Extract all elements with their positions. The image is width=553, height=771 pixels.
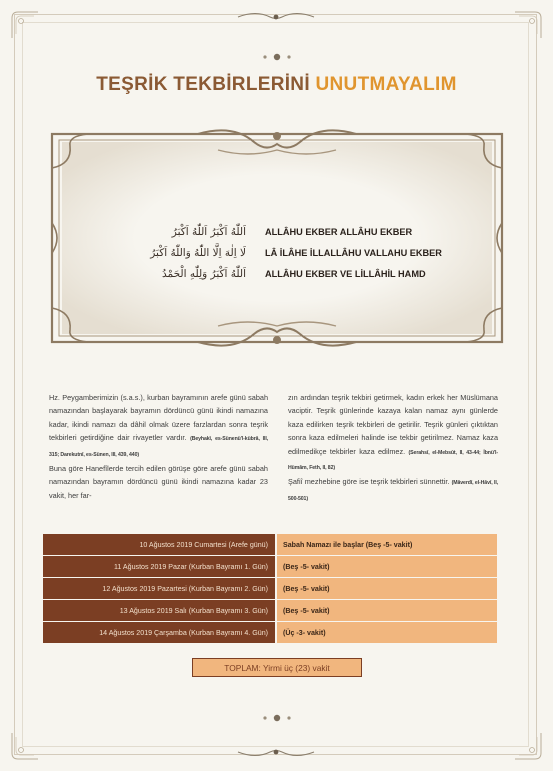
row-note: (Beş -5- vakit) — [277, 556, 497, 577]
left-column — [49, 391, 268, 502]
right-paragraph-2: Şafiî mezhebine göre ise teşrik tekbirleri sünnettir. (Mâverdî, el-Hâvî, II, 500-501) — [288, 477, 499, 502]
tekbir-arabic-line-1: اَللّٰهُ اَكْبَرُ اَللّٰهُ اَكْبَرُ — [171, 226, 246, 238]
table-row — [43, 600, 497, 621]
row-note: (Beş -5- vakit) — [277, 600, 497, 621]
corner-ornament-top-right — [511, 8, 545, 42]
row-date: 12 Ağustos 2019 Pazartesi (Kurban Bayramı 2. Gün) — [43, 578, 275, 599]
tekbir-latin-line-2: LÂ İLÂHE İLLALLÂHU VALLAHU EKBER — [265, 248, 442, 258]
bottom-flourish — [236, 745, 316, 759]
footer-dots — [260, 713, 294, 723]
corner-ornament-top-left — [8, 8, 42, 42]
table-row — [43, 534, 497, 555]
left-paragraph-2: Buna göre Hanefîlerde tercih edilen görüşe göre arefe günü sabah namazından bayramın dördüncü günü ikindi namazına kadar 23 vakit, her far- — [49, 464, 268, 500]
row-note: (Üç -3- vakit) — [277, 622, 497, 643]
right-paragraph-1: zın ardından teşrik tekbiri getirmek, kadın erkek her Müslümana vaciptir. Teşrik günlerinde kazaya kalan namaz aynı günlerde kaza edilirken teşrik tekbirleri de getirilir. Teşrik günleri çıktıktan sonra kaza edilmeleri halinde ise tekbir getirilmez. Namaz kaza edilmedikçe tekbirler kaza edilmez. (Serahsî, el-Mebsût, II, 43-44; İbnü'l-Hümâm, Feth, II, 82) — [288, 393, 498, 472]
row-date: 10 Ağustos 2019 Cumartesi (Arefe günü) — [43, 534, 275, 555]
row-date: 14 Ağustos 2019 Çarşamba (Kurban Bayramı 4. Gün) — [43, 622, 275, 643]
top-flourish — [236, 10, 316, 24]
right-source-1: (Serahsî, el-Mebsût, II, 43-44; İbnü'l-Hümâm, Feth, II, 82) — [288, 449, 498, 472]
title-part-1: TEŞRİK TEKBİRLERİNİ — [96, 74, 310, 95]
right-source-2: (Mâverdî, el-Hâvî, II, 500-501) — [288, 480, 499, 502]
table-row — [43, 556, 497, 577]
tekbir-latin-line-1: ALLÂHU EKBER ALLÂHU EKBER — [265, 227, 413, 237]
row-date: 13 Ağustos 2019 Salı (Kurban Bayramı 3. Gün) — [43, 600, 275, 621]
corner-ornament-bottom-right — [511, 729, 545, 763]
table-row — [43, 622, 497, 643]
schedule-table — [43, 534, 497, 644]
tekbir-arabic — [118, 222, 246, 285]
row-note: (Beş -5- vakit) — [277, 578, 497, 599]
tekbir-latin-line-3: ALLÂHU EKBER VE LİLLÂHİL HAMD — [265, 269, 426, 279]
page-title — [0, 74, 553, 96]
corner-ornament-bottom-left — [8, 729, 42, 763]
total-badge: TOPLAM: Yirmi üç (23) vakit — [192, 658, 362, 677]
left-source-1: (Beyhakî, es-Sünenü'l-kübrâ, III, 315; Darekutnî, es-Sünen, III, 439, 440) — [49, 436, 269, 458]
tekbir-arabic-line-2: لَا اِلٰهَ اِلَّا اللّٰهُ وَاللّٰهُ اَكْبَرُ — [150, 247, 246, 259]
table-row — [43, 578, 497, 599]
title-part-2: UNUTMAYALIM — [315, 74, 457, 95]
left-paragraph-1: Hz. Peygamberimizin (s.a.s.), kurban bayramının arefe günü sabah namazından başlayarak bayramın dördüncü günü ikindi namazına kadar, ikindi namazı da dâhil olmak üzere farzlardan sonra teşrik tekbirleri getirdiğine dair rivayetler vardır. (Beyhakî, es-Sünenü'l-kübrâ, III, 315; Darekutnî, es-Sünen, III, 439, 440) — [49, 393, 269, 458]
right-column — [288, 391, 498, 506]
row-date: 11 Ağustos 2019 Pazar (Kurban Bayramı 1. Gün) — [43, 556, 275, 577]
row-note: Sabah Namazı ile başlar (Beş -5- vakit) — [277, 534, 497, 555]
title-dots-top — [260, 52, 294, 62]
tekbir-arabic-line-3: اَللّٰهُ اَكْبَرُ وَلِلّٰهِ الْحَمْدُ — [162, 268, 246, 280]
tekbir-latin — [265, 222, 465, 285]
